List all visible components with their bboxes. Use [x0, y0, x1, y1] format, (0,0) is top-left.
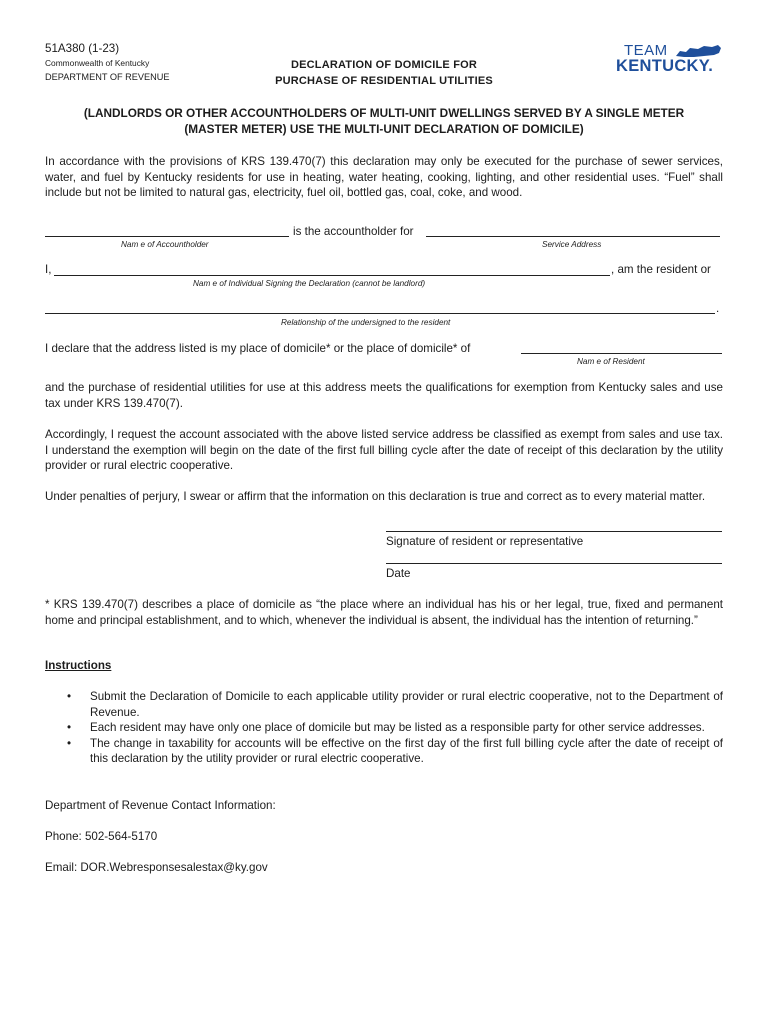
list-item [45, 689, 723, 720]
perjury-paragraph: Under penalties of perjury, I swear or affirm that the information on this declaration is true and correct as to every material matter. [45, 490, 706, 503]
contact-heading: Department of Revenue Contact Information: [45, 799, 276, 812]
logo-team-text: TEAM [624, 42, 668, 59]
relationship-period: . [716, 302, 720, 315]
notice-line1: (LANDLORDS OR OTHER ACCOUNTHOLDERS OF MULTI-UNIT DWELLINGS SERVED BY A SINGLE METER [83, 106, 685, 120]
accordingly-paragraph: Accordingly, I request the account associated with the above listed service address be classified as exempt from sales and use tax. I understand the exemption will begin on the date of the first full billing cycle after the date of receipt of this declaration by the utility provider or rural electric cooperative. [45, 428, 723, 472]
date-field[interactable] [386, 563, 722, 564]
accountholder-caption: Nam e of Accountholder [121, 240, 209, 249]
relationship-caption: Relationship of the undersigned to the resident [281, 318, 451, 327]
bullet-icon: • [67, 721, 72, 734]
bullet-icon: • [67, 690, 72, 703]
resident-or-label: , am the resident or [611, 263, 711, 276]
department-label: DEPARTMENT OF REVENUE [45, 72, 170, 82]
individual-name-field[interactable] [54, 275, 610, 276]
accountholder-name-field[interactable] [45, 236, 289, 237]
intro-paragraph: In accordance with the provisions of KRS 139.470(7) this declaration may only be executed for the purchase of sewer services, water, and fuel by Kentucky residents for use in heating, water heating, cooking, lighting, and other residential uses. “Fuel” shall include but not be limited to natural gas, electricity, fuel oil, bottled gas, coal, coke, and wood. [45, 155, 723, 199]
instructions-heading: Instructions [45, 659, 112, 672]
list-item [45, 736, 723, 767]
contact-phone: Phone: 502-564-5170 [45, 830, 158, 843]
accountholder-for-label: is the accountholder for [293, 225, 414, 238]
form-title-line2: PURCHASE OF RESIDENTIAL UTILITIES [275, 75, 493, 87]
signature-label: Signature of resident or representative [386, 535, 584, 548]
declare-text: I declare that the address listed is my place of domicile* or the place of domicile* of [45, 342, 471, 355]
instruction-text: The change in taxability for accounts will be effective on the first day of the first full billing cycle after the date of receipt of this declaration by the utility provider or rural electric cooperative. [90, 736, 723, 765]
resident-name-field[interactable] [521, 353, 722, 354]
service-address-field[interactable] [426, 236, 720, 237]
signature-field[interactable] [386, 531, 722, 532]
notice-line2: (MASTER METER) USE THE MULTI-UNIT DECLARATION OF DOMICILE) [184, 122, 584, 136]
date-label: Date [386, 567, 411, 580]
i-prefix-label: I, [45, 263, 52, 276]
resident-name-caption: Nam e of Resident [577, 357, 645, 366]
individual-signing-caption: Nam e of Individual Signing the Declaration (cannot be landlord) [193, 279, 426, 288]
service-address-caption: Service Address [542, 240, 602, 249]
form-number: 51A380 (1-23) [45, 42, 120, 55]
instruction-text: Submit the Declaration of Domicile to each applicable utility provider or rural electric cooperative, not to the Department of Revenue. [90, 690, 723, 719]
instructions-list [45, 689, 723, 767]
list-item [45, 720, 723, 736]
domicile-footnote: * KRS 139.470(7) describes a place of domicile as “the place where an individual has his or her legal, true, fixed and permanent home and principal establishment, and to which, whenever the individual is absent, the individual has the intention of returning.” [45, 598, 723, 627]
relationship-field[interactable] [45, 313, 715, 314]
commonwealth-label: Commonwealth of Kentucky [45, 58, 150, 68]
instruction-text: Each resident may have only one place of domicile but may be listed as a responsible party for other service addresses. [90, 721, 705, 734]
contact-email[interactable]: Email: DOR.Webresponsesalestax@ky.gov [45, 861, 268, 874]
qualification-paragraph: and the purchase of residential utilities for use at this address meets the qualifications for exemption from Kentucky sales and use tax under KRS 139.470(7). [45, 381, 723, 410]
bullet-icon: • [67, 736, 72, 750]
form-title-line1: DECLARATION OF DOMICILE FOR [290, 59, 478, 71]
team-kentucky-logo [610, 42, 726, 78]
logo-kentucky-text: KENTUCKY. [616, 57, 714, 75]
